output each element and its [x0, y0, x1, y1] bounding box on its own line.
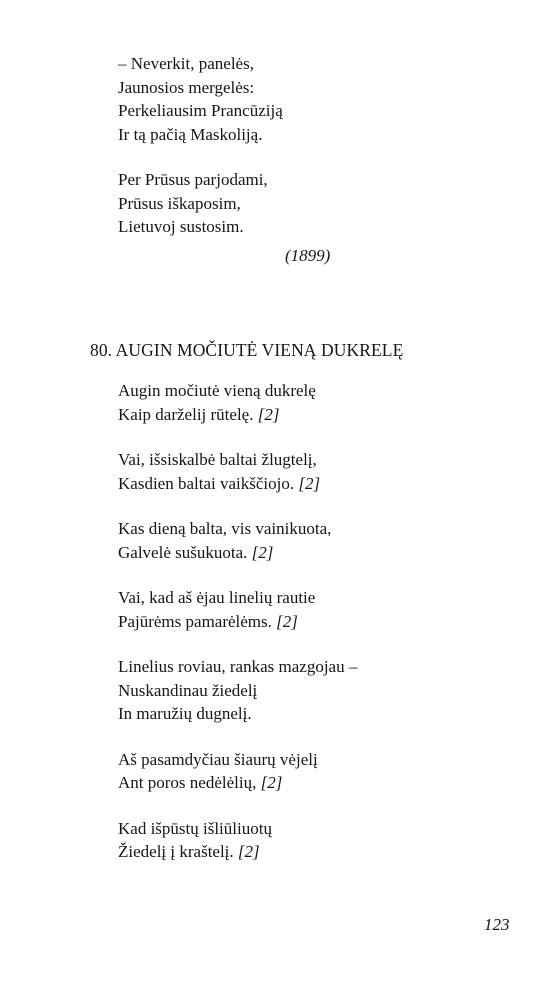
verse-text: Ant poros nedėlėlių,: [118, 773, 257, 792]
verse-text: Vai, išsiskalbė baltai žlugtelį,: [118, 450, 317, 469]
verse-line: [118, 702, 357, 726]
song-text: [118, 379, 357, 864]
verse-line: [118, 840, 357, 864]
verse-line: [118, 448, 357, 472]
stanza: [118, 748, 357, 795]
verse-line: [118, 379, 357, 403]
verse-line: [118, 586, 357, 610]
verse-line: [118, 472, 357, 496]
verse-text: Vai, kad aš ėjau linelių rautie: [118, 588, 316, 607]
stanza: [118, 168, 283, 239]
repeat-mark: [2]: [237, 842, 260, 861]
verse-line: Lietuvoj sustosim.: [118, 217, 244, 236]
verse-line: [118, 748, 357, 772]
verse-text: Kad išpūstų išliūliuotų: [118, 818, 272, 838]
verse-line: Prūsus iškaposim,: [118, 193, 241, 213]
verse-text: In maružių dugnelį.: [118, 704, 252, 723]
repeat-mark: [2]: [298, 473, 321, 493]
verse-line: Per Prūsus parjodami,: [118, 170, 268, 189]
verse-text: Aš pasamdyčiau šiaurų vėjelį: [118, 749, 318, 769]
repeat-mark: [2]: [257, 404, 280, 424]
stanza: [118, 448, 357, 495]
verse-text: Kaip darželij rūtelę.: [118, 404, 254, 424]
stanza: [118, 817, 357, 864]
repeat-mark: [2]: [260, 773, 283, 792]
verse-text: Linelius roviau, rankas mazgojau –: [118, 657, 358, 676]
verse-text: Pajūrėms pamarėlėms.: [118, 611, 272, 631]
repeat-mark: [2]: [251, 542, 274, 562]
verse-line: [118, 541, 357, 565]
stanza: [118, 655, 357, 726]
verse-line: [118, 610, 357, 634]
verse-text: Nuskandinau žiedelį: [118, 680, 258, 700]
verse-line: [118, 403, 357, 427]
stanza: [118, 586, 357, 633]
upper-poem: [118, 52, 283, 239]
verse-line: – Neverkit, panelės,: [118, 54, 254, 73]
repeat-mark: [2]: [276, 611, 298, 631]
verse-text: Galvelė sušukuota.: [118, 542, 248, 562]
verse-line: [118, 517, 357, 541]
verse-line: Perkeliausim Prancūziją: [118, 101, 283, 120]
verse-text: Augin močiutė vieną dukrelę: [118, 381, 316, 400]
verse-line: [118, 817, 357, 841]
poem-year: (1899): [285, 246, 331, 265]
verse-line: [118, 679, 357, 703]
stanza: [118, 379, 357, 426]
verse-text: Kas dieną balta, vis vainikuota,: [118, 519, 332, 538]
page-number: 123: [484, 915, 510, 934]
verse-line: Jaunosios mergelės:: [118, 77, 255, 97]
stanza: [118, 52, 283, 146]
verse-text: Žiedelį į kraštelį.: [118, 842, 234, 861]
verse-line: [118, 655, 357, 679]
verse-line: Ir tą pačią Maskoliją.: [118, 124, 263, 144]
song-heading: 80. AUGIN MOČIUTĖ VIENĄ DUKRELĘ: [90, 340, 404, 360]
verse-text: Kasdien baltai vaikščiojo.: [118, 473, 295, 493]
stanza: [118, 517, 357, 564]
verse-line: [118, 771, 357, 795]
